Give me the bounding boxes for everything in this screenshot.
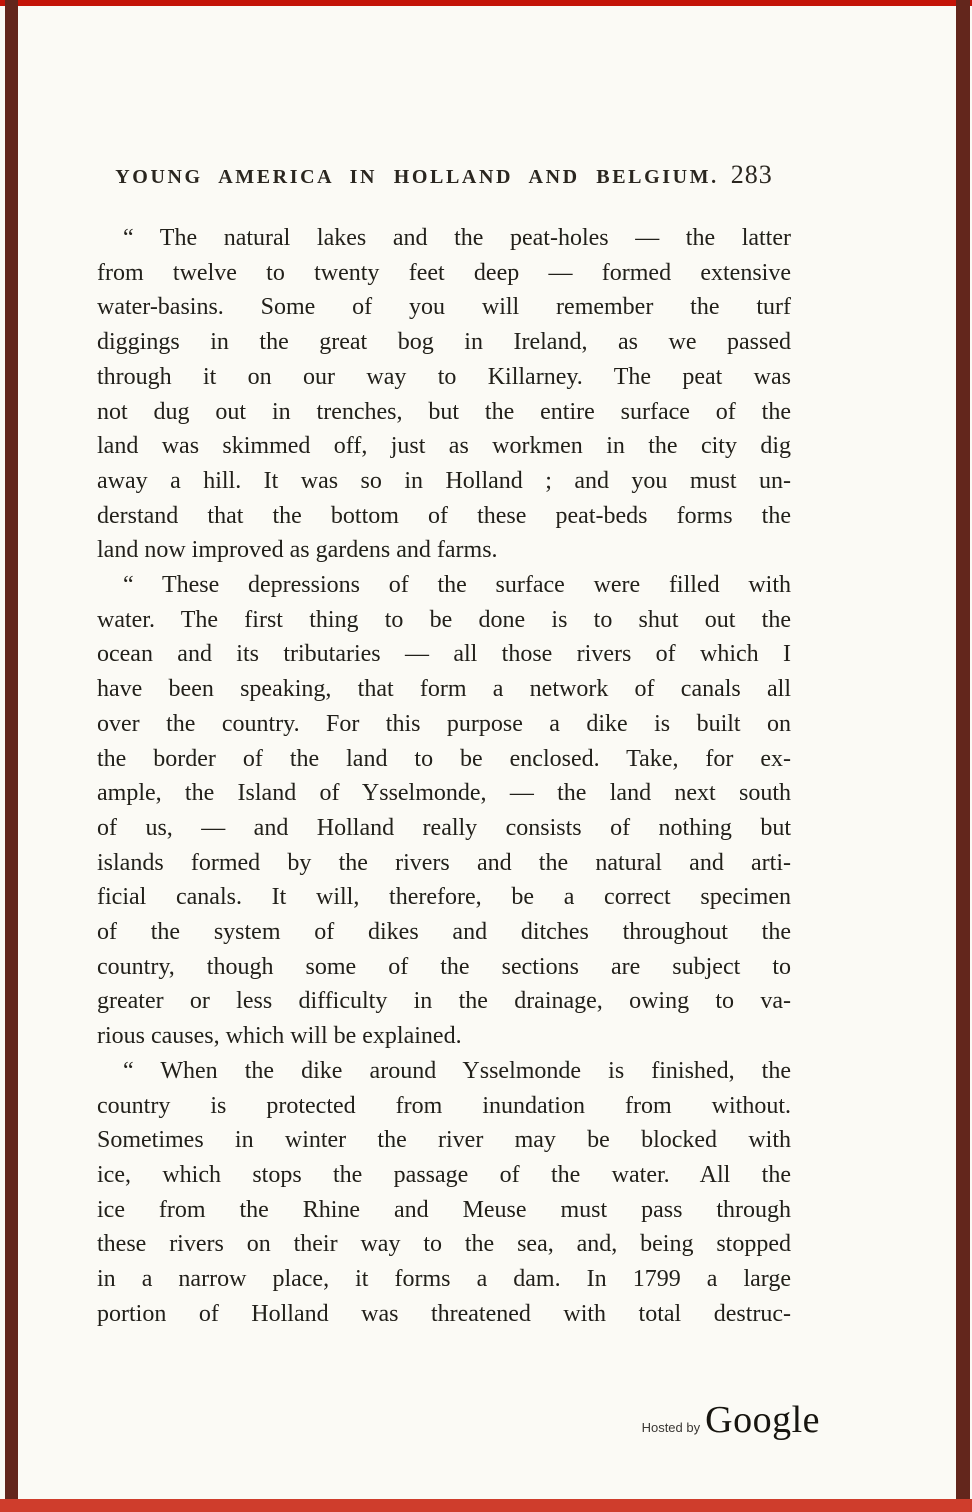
text-line: Sometimes in winter the river may be blocked with	[97, 1127, 791, 1154]
text-line: country is protected from inundation from without.	[97, 1092, 791, 1119]
text-line: ficial canals. It will, therefore, be a correct specimen	[97, 884, 791, 911]
text-line: rious causes, which will be explained.	[97, 1023, 462, 1050]
paragraph	[97, 568, 791, 1054]
text-line: away a hill. It was so in Holland ; and you must un-	[97, 467, 791, 494]
paragraph	[97, 1054, 791, 1332]
hosted-by-label: Hosted by	[641, 1420, 701, 1435]
text-line: these rivers on their way to the sea, and, being stopped	[97, 1231, 791, 1258]
text-line: the border of the land to be enclosed. Take, for ex-	[97, 745, 791, 772]
text-line: not dug out in trenches, but the entire surface of the	[97, 398, 791, 425]
text-line: country, though some of the sections are subject to	[97, 953, 791, 980]
text-line: greater or less difficulty in the drainage, owing to va-	[97, 988, 791, 1015]
scan-edge-top	[0, 0, 972, 6]
scan-edge-right	[956, 0, 970, 1504]
text-line: have been speaking, that form a network of canals all	[97, 676, 791, 703]
text-line: of us, — and Holland really consists of nothing but	[97, 814, 791, 841]
text-line: “ These depressions of the surface were filled with	[123, 572, 791, 599]
page-header	[97, 160, 791, 190]
scan-edge-bottom	[0, 1499, 972, 1512]
text-line: water. The first thing to be done is to shut out the	[97, 606, 791, 633]
text-line: diggings in the great bog in Ireland, as we passed	[97, 329, 791, 356]
text-line: over the country. For this purpose a dike is built on	[97, 710, 791, 737]
text-line: ample, the Island of Ysselmonde, — the land next south	[97, 780, 791, 807]
text-line: “ The natural lakes and the peat-holes — the latter	[123, 225, 791, 251]
text-line: land now improved as gardens and farms.	[97, 537, 498, 564]
google-logo: Google	[705, 1399, 820, 1441]
scan-edge-left	[5, 0, 18, 1504]
page-number: 283	[730, 160, 773, 189]
text-block	[97, 221, 791, 1332]
text-line: derstand that the bottom of these peat-beds forms the	[97, 502, 791, 529]
text-line: portion of Holland was threatened with total destruc-	[97, 1300, 791, 1327]
text-line: islands formed by the rivers and the natural and arti-	[97, 849, 791, 876]
text-line: from twelve to twenty feet deep — formed extensive	[97, 259, 791, 286]
text-line: of the system of dikes and ditches throughout the	[97, 919, 791, 946]
text-line: water-basins. Some of you will remember the turf	[97, 294, 791, 321]
text-line: through it on our way to Killarney. The peat was	[97, 363, 791, 390]
text-line: in a narrow place, it forms a dam. In 1799 a large	[97, 1266, 791, 1293]
text-line: ocean and its tributaries — all those rivers of which I	[97, 641, 791, 668]
paragraph	[97, 221, 791, 568]
text-line: ice from the Rhine and Meuse must pass through	[97, 1196, 791, 1223]
footer-watermark	[642, 1398, 820, 1442]
text-line: land was skimmed off, just as workmen in the city dig	[97, 433, 791, 460]
text-line: ice, which stops the passage of the water. All the	[97, 1161, 791, 1188]
running-title: YOUNG AMERICA IN HOLLAND AND BELGIUM.	[115, 166, 719, 188]
text-line: “ When the dike around Ysselmonde is finished, the	[123, 1057, 791, 1084]
